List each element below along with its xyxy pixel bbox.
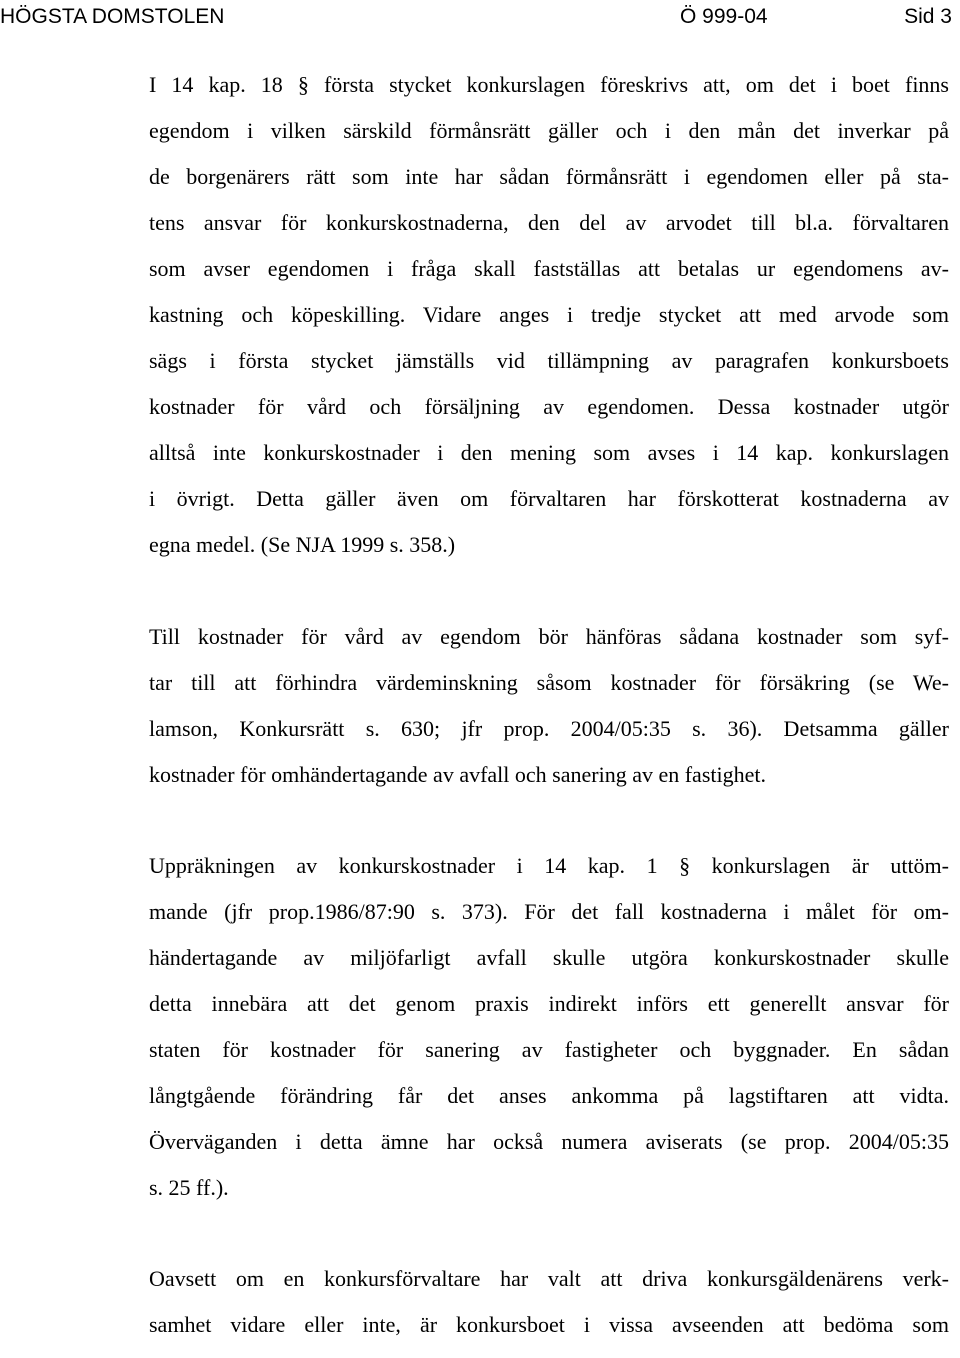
- text-line: egna medel. (Se NJA 1999 s. 358.): [149, 532, 456, 557]
- page-header: [0, 0, 960, 34]
- text-line: som avser egendomen i fråga skall fastställas att betalas ur egendomens av-: [149, 256, 949, 281]
- text-line: staten för kostnader för sanering av fastigheter och byggnader. En sådan: [149, 1037, 949, 1062]
- text-line: kostnader för vård och försäljning av egendomen. Dessa kostnader utgör: [149, 394, 949, 419]
- text-line: detta innebära att det genom praxis indirekt införs ett generellt ansvar för: [149, 991, 949, 1016]
- text-line: Oavsett om en konkursförvaltare har valt att driva konkursgäldenärens verk-: [149, 1266, 949, 1291]
- text-line: Till kostnader för vård av egendom bör hänföras sådana kostnader som syf-: [149, 624, 949, 649]
- text-line: långtgående förändring får det anses ankomma på lagstiftaren att vidta.: [149, 1083, 949, 1108]
- text-line: kostnader för omhändertagande av avfall och sanering av en fastighet.: [149, 762, 766, 787]
- text-line: händertagande av miljöfarligt avfall skulle utgöra konkurskostnader skulle: [149, 945, 949, 970]
- page-number: Sid 3: [904, 5, 952, 28]
- court-name: HÖGSTA DOMSTOLEN: [0, 5, 225, 28]
- text-line: I 14 kap. 18 § första stycket konkurslagen föreskrivs att, om det i boet finns: [149, 72, 949, 97]
- text-line: s. 25 ff.).: [149, 1175, 229, 1200]
- text-line: tens ansvar för konkurskostnaderna, den del av arvodet till bl.a. förvaltaren: [149, 210, 949, 235]
- text-line: i övrigt. Detta gäller även om förvaltaren har förskotterat kostnaderna av: [149, 486, 949, 511]
- case-number: Ö 999-04: [680, 5, 768, 28]
- text-line: samhet vidare eller inte, är konkursboet i vissa avseenden att bedöma som: [149, 1312, 949, 1337]
- text-line: mande (jfr prop.1986/87:90 s. 373). För det fall kostnaderna i målet för om-: [149, 899, 949, 924]
- text-line: de borgenärers rätt som inte har sådan förmånsrätt i egendomen eller på sta-: [149, 164, 949, 189]
- text-line: egendom i vilken särskild förmånsrätt gäller och i den mån det inverkar på: [149, 118, 949, 143]
- text-line: lamson, Konkursrätt s. 630; jfr prop. 2004/05:35 s. 36). Detsamma gäller: [149, 716, 949, 741]
- text-line: sägs i första stycket jämställs vid tillämpning av paragrafen konkursboets: [149, 348, 949, 373]
- text-line: tar till att förhindra värdeminskning såsom kostnader för försäkring (se We-: [149, 670, 949, 695]
- text-line: Uppräkningen av konkurskostnader i 14 kap. 1 § konkurslagen är uttöm-: [149, 853, 949, 878]
- text-line: Överväganden i detta ämne har också numera aviserats (se prop. 2004/05:35: [149, 1129, 949, 1154]
- text-line: kastning och köpeskilling. Vidare anges i tredje stycket att med arvode som: [149, 302, 949, 327]
- text-line: alltså inte konkurskostnader i den mening som avses i 14 kap. konkurslagen: [149, 440, 949, 465]
